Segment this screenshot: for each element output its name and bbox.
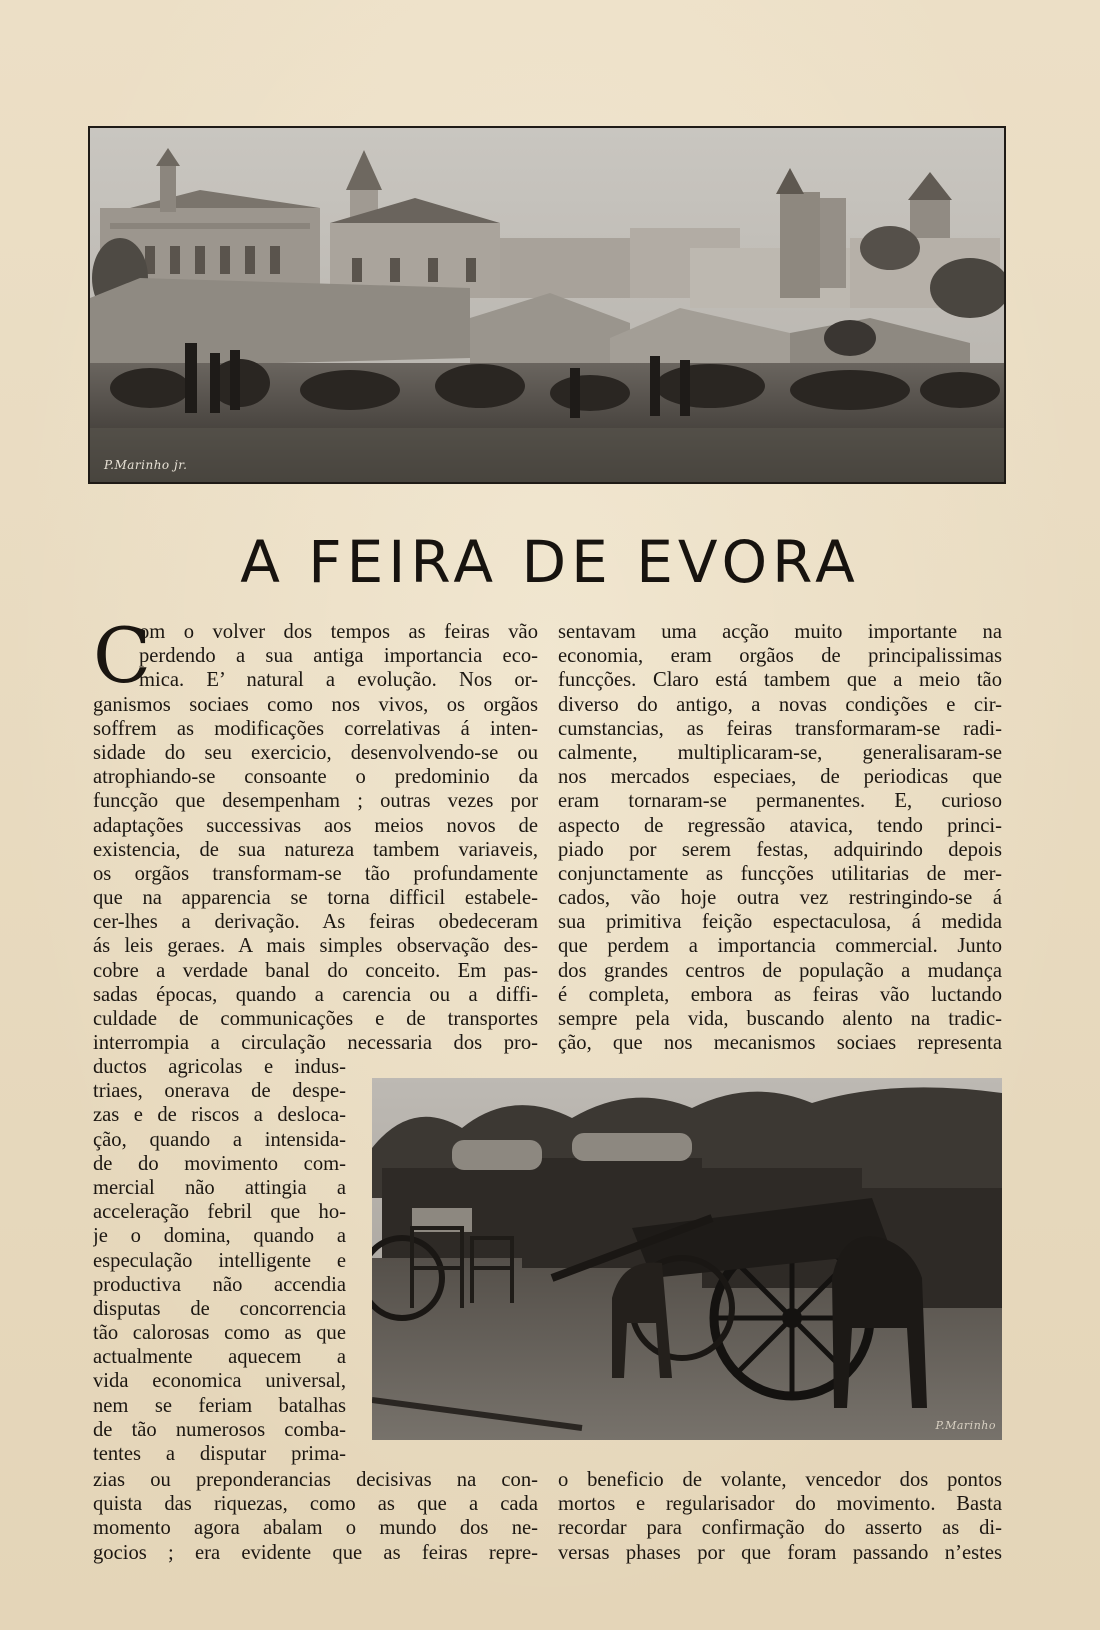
text-line: acceleração febril que ho- (93, 1201, 346, 1224)
text-line: tentes a disputar prima- (93, 1443, 346, 1465)
text-line: funcção que desempenham ; outras vezes por (93, 790, 538, 813)
text-line: mica. E’ natural a evolução. Nos or- (139, 669, 538, 692)
right-column-text (558, 620, 1002, 1055)
bottom-right-text (558, 1468, 1002, 1565)
text-line: vida economica universal, (93, 1370, 346, 1393)
text-line: funcções. Claro está tambem que a meio tão (558, 669, 1002, 692)
text-line: recordar para confirmação do asserto as di- (558, 1517, 1002, 1540)
carts-mules-photograph (372, 1078, 1002, 1440)
text-line: de tão numerosos comba- (93, 1418, 346, 1441)
left-column-text (93, 611, 538, 1055)
text-line: om o volver dos tempos as feiras vão (139, 621, 538, 643)
text-line: adaptações successivas aos meios novos de (93, 814, 538, 837)
text-line: mortos e regularisador do movimento. Basta (558, 1493, 1002, 1516)
text-line: cados, vão hoje outra vez restringindo-se á (558, 887, 1002, 910)
text-line: mercial não attingia a (93, 1176, 346, 1199)
text-line: existencia, de sua natureza tambem variaveis, (93, 838, 538, 861)
text-line: tão calorosas como as que (93, 1322, 346, 1345)
fair-town-photograph (88, 126, 1006, 484)
text-line: versas phases por que foram passando n’estes (558, 1541, 1002, 1564)
text-line: é completa, embora as feiras vão luctando (558, 983, 1002, 1006)
text-line: culdade de communicações e de transportes (93, 1008, 538, 1030)
text-line: diverso do antigo, a novas condições e cir- (558, 693, 1002, 716)
text-line: cer-lhes a derivação. As feiras obedeceram (93, 911, 538, 934)
text-line: ção, quando a intensida- (93, 1128, 346, 1151)
text-line: actualmente aquecem a (93, 1346, 346, 1369)
text-line: ás leis geraes. A mais simples observação des- (93, 935, 538, 958)
text-line: sidade do seu exercicio, desenvolvendo-se ou (93, 741, 538, 764)
text-line: gocios ; era evidente que as feiras repre- (93, 1541, 538, 1564)
text-line: conjunctamente as funcções utilitarias de mer- (558, 862, 1002, 885)
text-line: perdendo a sua antiga importancia eco- (139, 645, 538, 668)
text-line: momento agora abalam o mundo dos ne- (93, 1517, 538, 1540)
text-line: ganismos sociaes como nos vivos, os orgãos (93, 693, 538, 716)
text-line: sentavam uma acção muito importante na (558, 621, 1002, 643)
text-line: o beneficio de volante, vencedor dos pontos (558, 1469, 1002, 1491)
text-line: economia, eram orgãos de principalissimas (558, 645, 1002, 668)
text-line: soffrem as modificações correlativas á inten- (93, 717, 538, 740)
text-line: nem se feriam batalhas (93, 1394, 346, 1417)
text-line: quista das riquezas, como as que a cada (93, 1493, 538, 1516)
text-line: productiva não accendia (93, 1273, 346, 1296)
carts-mules-photo-drawing (372, 1078, 1002, 1440)
photographer-signature: P.Marinho (935, 1419, 996, 1432)
text-line: ção, que nos mecanismos sociaes representa (558, 1032, 1002, 1055)
text-line: nos mercados especiaes, de periodicas que (558, 766, 1002, 789)
text-line: atrophiando-se consoante o predominio da (93, 766, 538, 789)
text-line: os orgãos transformam-se tão profundamente (93, 862, 538, 885)
bottom-left-text (93, 1468, 538, 1565)
text-line: calmente, multiplicaram-se, generalisaram-se (558, 741, 1002, 764)
text-line: dos grandes centros de população a mudança (558, 959, 1002, 982)
text-line: cobre a verdade banal do conceito. Em pas- (93, 959, 538, 982)
text-line: sempre pela vida, buscando alento na tradic- (558, 1008, 1002, 1030)
text-line: especulação intelligente e (93, 1249, 346, 1272)
text-line: cumstancias, as feiras transformaram-se radi- (558, 717, 1002, 740)
wrap-column-text (93, 1055, 346, 1466)
text-line: interrompia a circulação necessaria dos pro- (93, 1032, 538, 1055)
text-line: que perdem a importancia commercial. Junto (558, 935, 1002, 958)
text-line: sadas épocas, quando a carencia ou a diffi- (93, 983, 538, 1006)
text-line: eram tornaram-se permanentes. E, curioso (558, 790, 1002, 813)
text-line: que na apparencia se torna difficil estabele- (93, 887, 538, 910)
fair-town-photo-drawing (90, 128, 1004, 482)
text-line: aspecto de regressão atavica, tendo princi- (558, 814, 1002, 837)
photographer-signature: P.Marinho jr. (104, 458, 188, 472)
text-line: de do movimento com- (93, 1152, 346, 1175)
drop-cap: C (93, 611, 152, 700)
text-line: zas e de riscos a desloca- (93, 1104, 346, 1127)
text-line: zias ou preponderancias decisivas na con- (93, 1469, 538, 1491)
text-line: triaes, onerava de despe- (93, 1080, 346, 1103)
text-line: ductos agricolas e indus- (93, 1056, 346, 1078)
text-line: disputas de concorrencia (93, 1297, 346, 1320)
text-line: piado por serem festas, adquirindo depois (558, 838, 1002, 861)
text-line: sua primitiva feição espectaculosa, á medida (558, 911, 1002, 934)
article-title: A FEIRA DE EVORA (240, 528, 860, 596)
text-line: je o domina, quando a (93, 1225, 346, 1248)
